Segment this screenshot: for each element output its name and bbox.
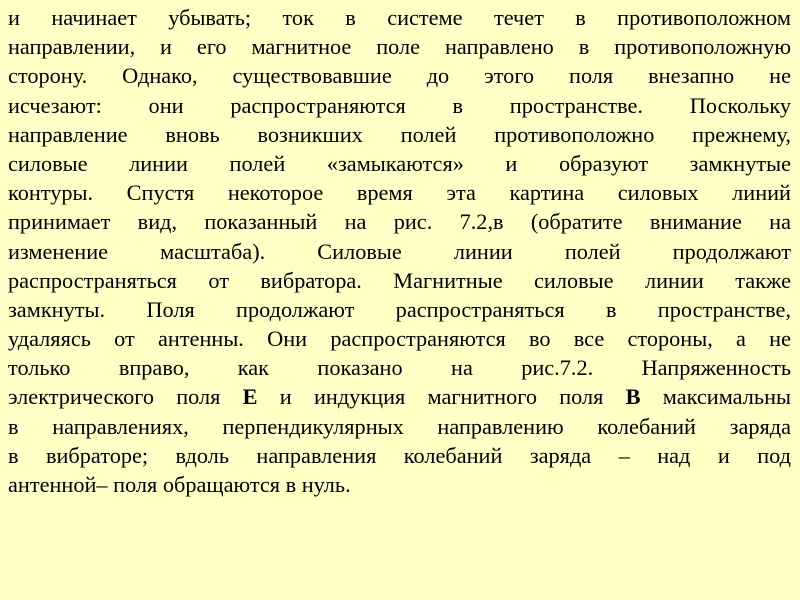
paragraph-line: направление вновь возникших полей противоположно прежнему, (8, 121, 791, 147)
paragraph-line: сторону. Однако, существовавшие до этого поля внезапно не (8, 63, 791, 89)
paragraph-line: замкнуты. Поля продолжают распространяться в пространстве, (8, 296, 791, 322)
body-paragraph (8, 3, 791, 499)
paragraph-line: только вправо, как показано на рис.7.2. Напряженность (8, 355, 791, 381)
paragraph-line: силовые линии полей «замыкаются» и образуют замкнутые (8, 150, 791, 176)
paragraph-line: изменение масштаба). Силовые линии полей продолжают (8, 238, 791, 264)
line-segment: максимальны (640, 384, 791, 410)
paragraph-line: исчезают: они распространяются в пространстве. Поскольку (8, 92, 791, 118)
paragraph-line: и начинает убывать; ток в системе течет в противоположном (8, 5, 791, 30)
paragraph-line: контуры. Спустя некоторое время эта картина силовых линий (8, 180, 791, 206)
paragraph-line: распространяться от вибратора. Магнитные силовые линии также (8, 267, 791, 293)
bold-symbol-b: B (625, 384, 641, 410)
paragraph-line-with-bold-symbols (8, 382, 791, 411)
paragraph-line: удаляясь от антенны. Они распространяются во все стороны, а не (8, 326, 791, 352)
paragraph-line: принимает вид, показанный на рис. 7.2,в (обратите внимание на (8, 209, 791, 235)
bold-symbol-e: E (242, 384, 258, 410)
line-segment: и индукция магнитного поля (257, 384, 626, 410)
line-segment: электрического поля (8, 384, 243, 410)
paragraph-line: в направлениях, перпендикулярных направлению колебаний заряда (8, 413, 791, 439)
paragraph-line: направлении, и его магнитное поле направлено в противоположную (8, 34, 791, 60)
paragraph-line: в вибраторе; вдоль направления колебаний заряда – над и под (8, 442, 791, 468)
paragraph-line-last: антенной– поля обращаются в нуль. (8, 472, 351, 497)
